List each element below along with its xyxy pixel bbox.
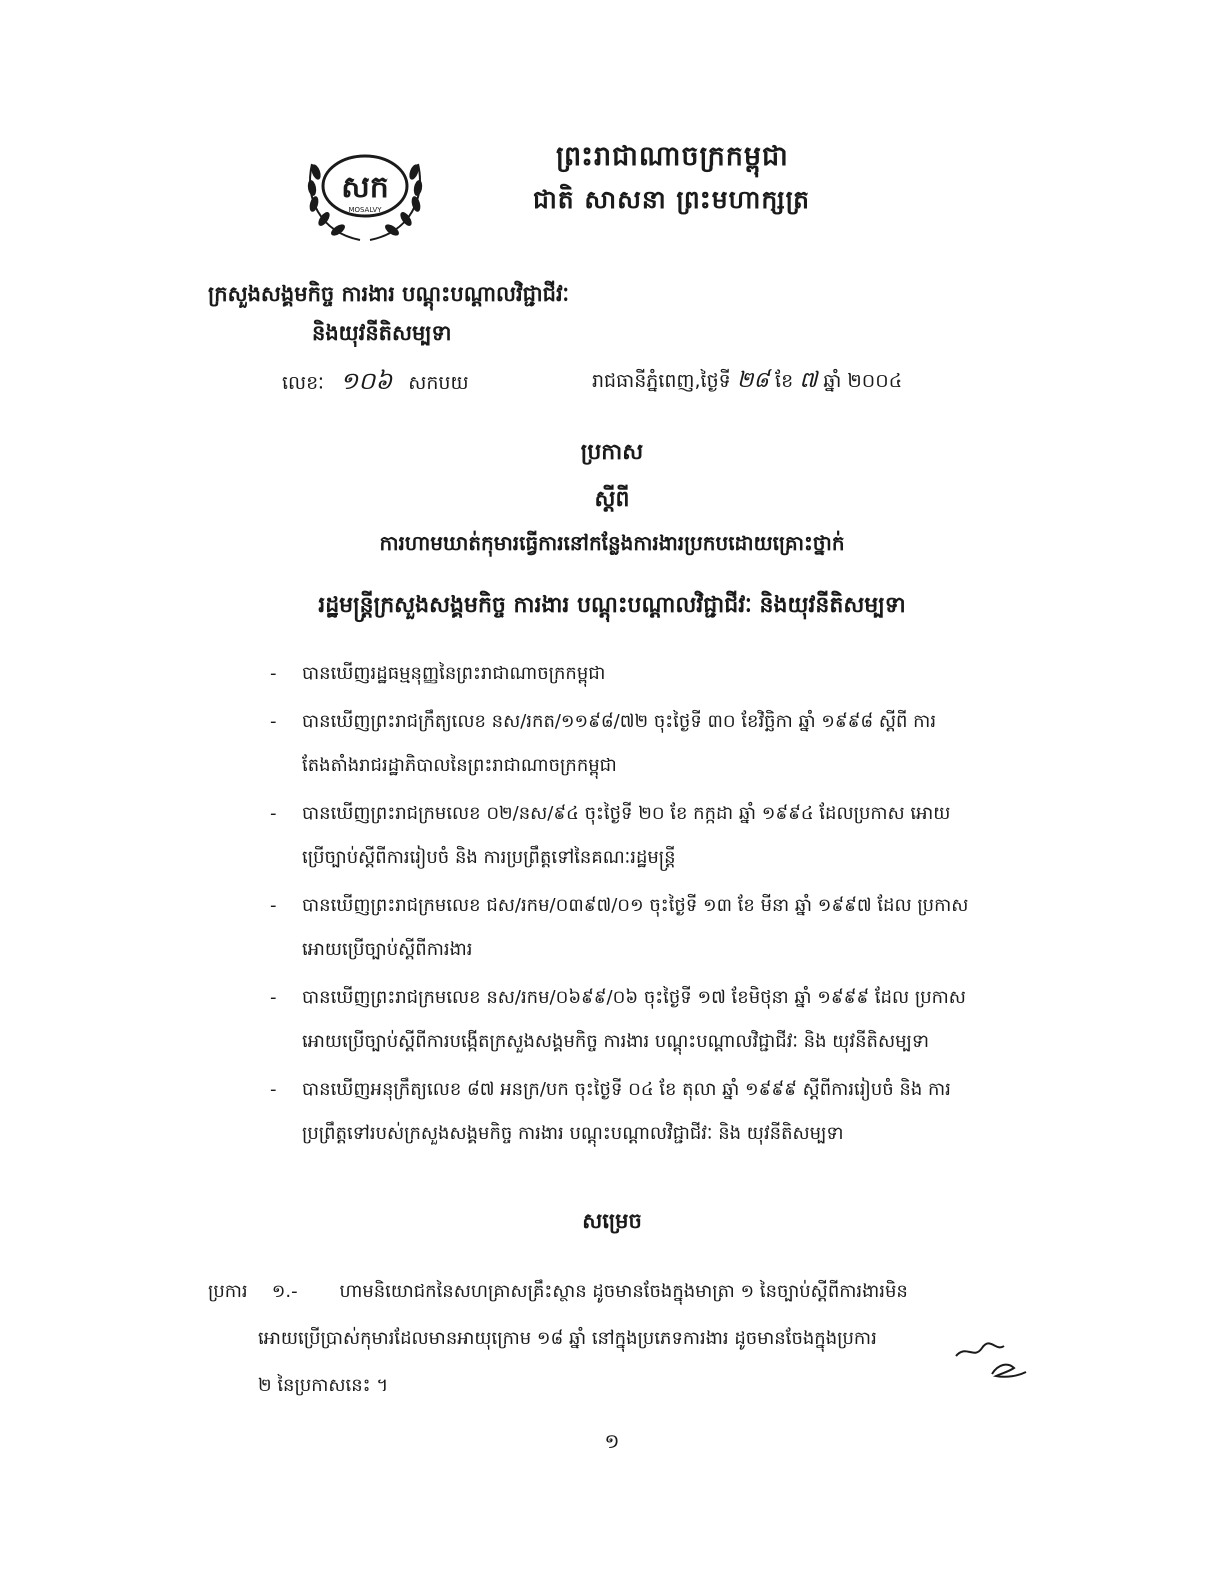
reference-value: ១០៦ [340,367,393,395]
consideration-text: បានឃើញព្រះរាជក្រមលេខ ០២/នស/៩៤ ចុះថ្ងៃទី ២០ ខែ កក្កដា ឆ្នាំ ១៩៩៤ ដែលប្រកាស អោយប្រើច្បាប់ស្តីពីការរៀបចំ និង ការប្រព្រឹត្តទៅនៃគណៈរដ្ឋមន្ត្រី [302,803,951,868]
minister-heading: រដ្ឋមន្ត្រីក្រសួងសង្គមកិច្ច ការងារ បណ្តុះបណ្តាលវិជ្ជាជីវៈ និងយុវនីតិសម្បទា [318,593,906,618]
document-date [592,366,902,398]
list-dash: - [270,895,277,916]
consideration-text: បានឃើញអនុក្រឹត្យលេខ ៨៧ អនក្រ/បក ចុះថ្ងៃទី ០៤ ខែ តុលា ឆ្នាំ ១៩៩៩ ស្តីពីការរៀបចំ និង ការប្រព្រឹត្តទៅរបស់ក្រសួងសង្គមកិច្ច ការងារ បណ្តុះបណ្តាលវិជ្ជាជីវៈ និង យុវនីតិសម្បទា [302,1079,951,1144]
list-dash: - [270,987,277,1008]
list-dash: - [270,803,277,824]
initial-signature-mark [952,1334,1032,1384]
article-1-line1 [208,1268,998,1315]
list-dash: - [270,663,277,684]
list-dash: - [270,1079,277,1100]
considerations-list [270,652,970,1156]
date-year: ២០០៤ [847,370,903,392]
date-month: ៧ [799,368,818,393]
consideration-text: បានឃើញព្រះរាជក្រឹត្យលេខ នស/រកត/១១៩៨/៧២ ចុះថ្ងៃទី ៣០ ខែវិច្ឆិកា ឆ្នាំ ១៩៩៨ ស្តីពី ការតែងតាំងរាជរដ្ឋាភិបាលនៃព្រះរាជាណាចក្រកម្ពុជា [302,711,937,776]
article-number: ១.- [271,1281,298,1302]
kingdom-heading: ព្រះរាជាណាចក្រកម្ពុជា [556,141,789,172]
consideration-item [270,700,970,788]
document-type-title: ប្រកាស [580,440,644,465]
consideration-item [270,976,970,1064]
national-motto: ជាតិ សាសនា ព្រះមហាក្សត្រ [533,185,810,214]
reference-suffix: សកបយ [408,372,469,394]
reference-label: លេខៈ [282,372,324,394]
consideration-item [270,884,970,972]
consideration-text: បានឃើញព្រះរាជក្រមលេខ នស/រកម/០៦៩៩/០៦ ចុះថ្ងៃទី ១៧ ខែមិថុនា ឆ្នាំ ១៩៩៩ ដែល ប្រកាសអោយប្រើច្បាប់ស្តីពីការបង្កើតក្រសួងសង្គមកិច្ច ការងារ បណ្តុះបណ្តាលវិជ្ជាជីវៈ និង យុវនីតិសម្បទា [302,987,966,1052]
article-text-line2: អោយប្រើប្រាស់កុមារដែលមានអាយុក្រោម ១៨ ឆ្នាំ នៅក្នុងប្រភេទការងារ ដូចមានចែងក្នុងប្រការ [258,1328,877,1349]
page-number: ១ [604,1429,620,1453]
logo-text: សក [341,170,389,205]
article-text-line3: ២ នៃប្រកាសនេះ ។ [258,1375,389,1396]
consideration-text: បានឃើញរដ្ឋធម្មនុញ្ញនៃព្រះរាជាណាចក្រកម្ពុជា [302,663,606,684]
consideration-item [270,1068,970,1156]
logo-subtext: MOSALVY [348,206,382,214]
list-dash: - [270,711,277,732]
ministry-seal-logo [298,128,432,250]
ministry-name-line2: និងយុវនីតិសម្បទា [312,321,452,345]
reference-number [282,366,469,401]
decides-heading: សម្រេច [582,1209,642,1233]
date-prefix: រាជធានីភ្នំពេញ,ថ្ងៃទី [592,370,731,392]
article-text-line1: ហាមនិយោជកនៃសហគ្រាសគ្រឹះស្ថាន ដូចមានចែងក្នុងមាត្រា ១ នៃច្បាប់ស្តីពីការងារមិន [339,1281,908,1302]
consideration-item [270,792,970,880]
ministry-name-line1: ក្រសួងសង្គមកិច្ច ការងារ បណ្តុះបណ្តាលវិជ្ជាជីវៈ [208,282,570,306]
about-label: ស្តីពី [594,487,630,512]
consideration-item [270,652,970,696]
article-1 [208,1268,998,1409]
article-label: ប្រការ [208,1281,248,1302]
date-month-label: ខែ [775,370,794,392]
date-day: ២៨ [736,368,769,393]
date-year-label: ឆ្នាំ [823,370,842,392]
document-subject: ការហាមឃាត់កុមារធ្វើការនៅកន្លែងការងារប្រកបដោយគ្រោះថ្នាក់ [379,531,845,555]
consideration-text: បានឃើញព្រះរាជក្រមលេខ ជស/រកម/០៣៩៧/០១ ចុះថ្ងៃទី ១៣ ខែ មីនា ឆ្នាំ ១៩៩៧ ដែល ប្រកាសអោយប្រើច្បាប់ស្តីពីការងារ [302,895,969,960]
